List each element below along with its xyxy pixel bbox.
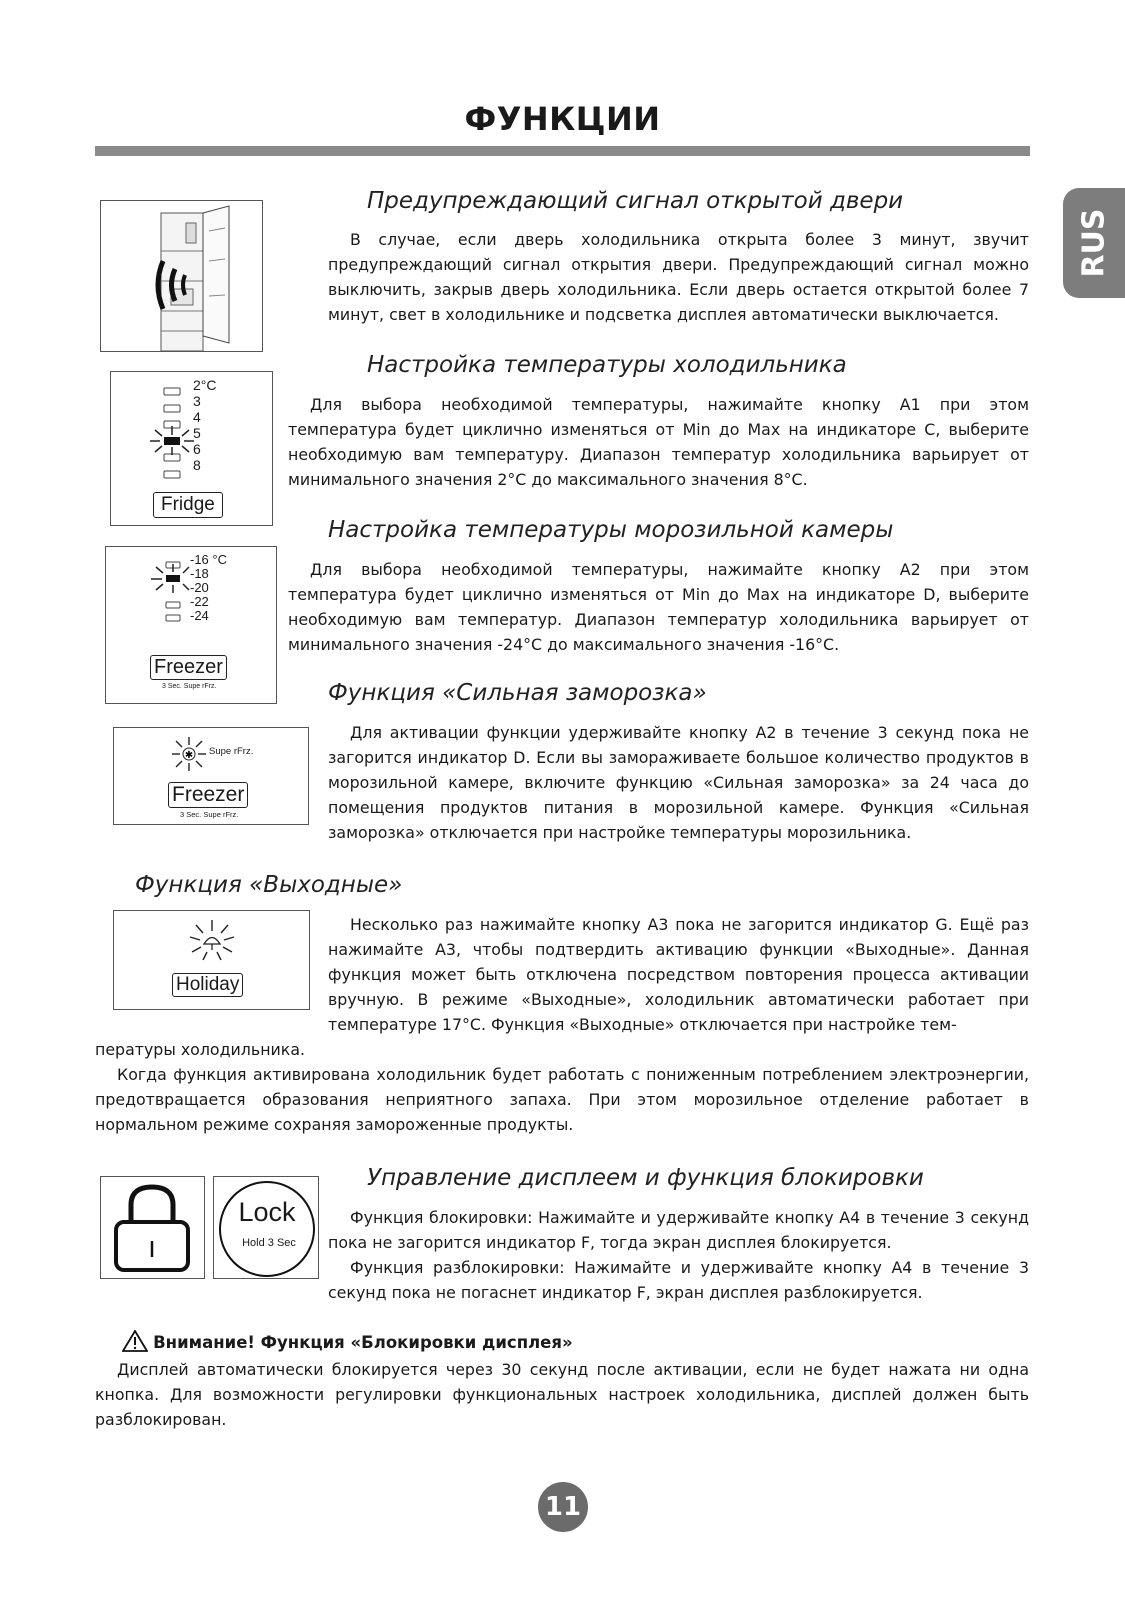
super-freeze-button[interactable]: Freezer	[168, 782, 248, 808]
umbrella-indicator-icon	[187, 917, 237, 963]
door-alarm-heading: Предупреждающий сигнал открытой двери	[367, 188, 904, 214]
fridge-level-label: 5	[193, 425, 201, 441]
freezer-level-label: -24	[190, 608, 209, 623]
fridge-level-label: 6	[193, 441, 201, 457]
holiday-panel	[113, 910, 310, 1010]
fridge-button[interactable]: Fridge	[153, 492, 223, 518]
padlock-icon	[101, 1177, 204, 1278]
fridge-temp-text: Для выбора необходимой температуры, нажимайте кнопку А1 при этом температура будет циклично изменяться от Min до Max на индикаторе С, выберите необходимую вам температуру. Диапазон температур холодильника варьирует от минимального значения 2°С до максимального значения 8°С.	[288, 395, 1029, 489]
freezer-level-labels	[190, 553, 227, 623]
open-fridge-icon	[101, 201, 262, 351]
fridge-level-label: 3	[193, 393, 201, 409]
door-alarm-illustration	[100, 200, 263, 352]
lock-button-panel	[213, 1176, 319, 1279]
super-freeze-indicator-label: Supe rFrz.	[209, 746, 254, 757]
holiday-text: Несколько раз нажимайте кнопку А3 пока не загорится индикатор G. Ещё раз нажимайте А3, чтобы подтвердить активацию функции «Выходные». Данная функция может быть отключена посредством повторения процесса активации вручную. В режиме «Выходные», холодильник автоматически работает при температуре 17°С. Функция «Выходные» отключается при настройке тем-	[328, 915, 1029, 1034]
page-title: ФУНКЦИИ	[464, 100, 661, 138]
fridge-level-label: 8	[193, 457, 201, 473]
freezer-level-label: -20	[190, 580, 209, 595]
freezer-level-label: -16 °C	[190, 552, 227, 567]
freezer-level-label: -18	[190, 566, 209, 581]
freezer-button[interactable]: Freezer	[150, 655, 227, 680]
holiday-text-2: Когда функция активирована холодильник будет работать с пониженным потреблением электроэнергии, предотвращается образования неприятного запаха. При этом морозильное отделение работает в нормальном режиме сохраняя замороженные продукты.	[95, 1065, 1029, 1134]
title-rule	[95, 146, 1030, 156]
lock-illustration	[100, 1176, 205, 1279]
super-freeze-panel	[113, 727, 309, 825]
holiday-button[interactable]: Holiday	[172, 973, 243, 997]
super-freeze-heading: Функция «Сильная заморозка»	[328, 680, 707, 706]
lock-button[interactable]	[219, 1181, 315, 1277]
fridge-level-label: 2°C	[193, 377, 217, 393]
fridge-indicator-panel	[110, 371, 273, 526]
door-alarm-text: В случае, если дверь холодильника открыта более 3 минут, звучит предупреждающий сигнал открытия двери. Предупреждающий сигнал можно выключить, закрыв дверь холодильника. Если дверь остается открытой более 7 минут, свет в холодильнике и подсветка дисплея автоматически выключается.	[328, 230, 1029, 324]
warning-icon	[122, 1330, 148, 1352]
language-tab	[1063, 188, 1125, 298]
freezer-level-label: -22	[190, 594, 209, 609]
unlock-text: Функция разблокировки: Нажимайте и удерживайте кнопку А4 в течение 3 секунд пока не погаснет индикатор F, экран дисплея разблокируется.	[328, 1258, 1029, 1302]
svg-text:✱: ✱	[184, 750, 194, 761]
lock-text: Функция блокировки: Нажимайте и удерживайте кнопку А4 в течение 3 секунд пока не загорится индикатор F, тогда экран дисплея блокируется.	[328, 1208, 1029, 1252]
super-freeze-text: Для активации функции удерживайте кнопку А2 в течение 3 секунд пока не загорится индикатор D. Если вы замораживаете большое количество продуктов в морозильной камере, включите функцию «Сильная заморозка» за 24 часа до помещения продуктов питания в морозильной камере. Функция «Сильная заморозка» отключается при настройке температуры морозильника.	[328, 723, 1029, 842]
fridge-temp-heading: Настройка температуры холодильника	[367, 352, 847, 378]
warning-header	[122, 1330, 573, 1352]
freezer-temp-text: Для выбора необходимой температуры, нажимайте кнопку А2 при этом температура будет циклично изменяться от Min до Max на индикаторе D, выберите необходимую вам температур. Диапазон температур холодильника варьирует от минимального значения -24°С до максимального значения -16°С.	[288, 560, 1029, 654]
super-freeze-button-caption: 3 Sec. Supe rFrz.	[180, 810, 239, 819]
hold-label: Hold 3 Sec	[242, 1237, 296, 1249]
lock-label: Lock	[238, 1197, 296, 1227]
freezer-indicator-panel	[105, 546, 277, 704]
page-number: 11	[538, 1482, 588, 1532]
warning-title: Внимание! Функция «Блокировки дисплея»	[153, 1333, 573, 1352]
language-tab-label: RUS	[1076, 208, 1112, 278]
warning-text: Дисплей автоматически блокируется через 30 секунд после активации, если не будет нажата ни одна кнопка. Для возможности регулировки функциональных настроек холодильника, дисплей должен быть разблокирован.	[95, 1360, 1029, 1429]
freezer-temp-heading: Настройка температуры морозильной камеры	[328, 517, 894, 543]
holiday-text-tail: пературы холодильника.	[95, 1040, 306, 1059]
holiday-heading: Функция «Выходные»	[135, 872, 403, 898]
snowflake-indicator-icon	[169, 734, 209, 774]
freezer-button-caption: 3 Sec. Supe rFrz.	[162, 683, 217, 690]
fridge-level-label: 4	[193, 409, 201, 425]
fridge-level-labels	[193, 377, 217, 473]
lock-heading: Управление дисплеем и функция блокировки	[367, 1165, 924, 1191]
